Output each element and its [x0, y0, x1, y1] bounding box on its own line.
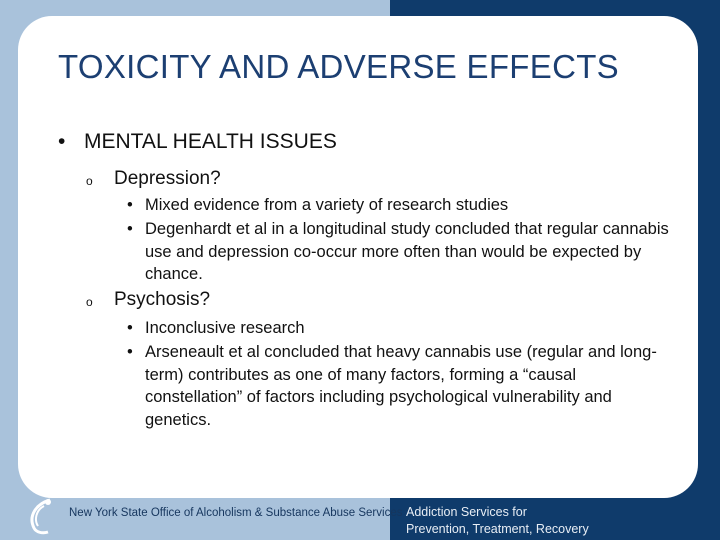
point-item: [127, 341, 672, 431]
point-text: Arseneault et al concluded that heavy cannabis use (regular and long-term) contributes as one of many factors, forming a “causal constellation” of factors including psychological vulnerability and genetics.: [145, 343, 657, 429]
tagline-line: Addiction Services for: [406, 505, 527, 519]
point-item: [127, 317, 672, 340]
bullet-icon: •: [58, 130, 66, 153]
point-item: [127, 218, 672, 286]
organization-name: New York State Office of Alcoholism & Substance Abuse Services: [69, 507, 403, 519]
tagline-line: Prevention, Treatment, Recovery: [406, 522, 589, 536]
point-item: [127, 194, 672, 217]
footer-tagline: [406, 504, 589, 538]
point-text: Degenhardt et al in a longitudinal study concluded that regular cannabis use and depression co-occur more often than would be expected by chance.: [145, 220, 669, 283]
heading-text: MENTAL HEALTH ISSUES: [84, 130, 337, 153]
bullet-icon: •: [127, 196, 133, 214]
oasas-figure-logo-icon: [24, 494, 58, 536]
circle-bullet-icon: o: [86, 174, 93, 188]
section-label: Psychosis?: [114, 289, 211, 310]
slide-title: TOXICITY AND ADVERSE EFFECTS: [58, 48, 619, 85]
point-text: Mixed evidence from a variety of research studies: [145, 196, 509, 214]
circle-bullet-icon: o: [86, 295, 93, 309]
bullet-icon: •: [127, 343, 133, 361]
section-label: Depression?: [114, 168, 221, 189]
point-text: Inconclusive research: [145, 319, 305, 337]
bullet-icon: •: [127, 319, 133, 337]
bullet-icon: •: [127, 220, 133, 238]
